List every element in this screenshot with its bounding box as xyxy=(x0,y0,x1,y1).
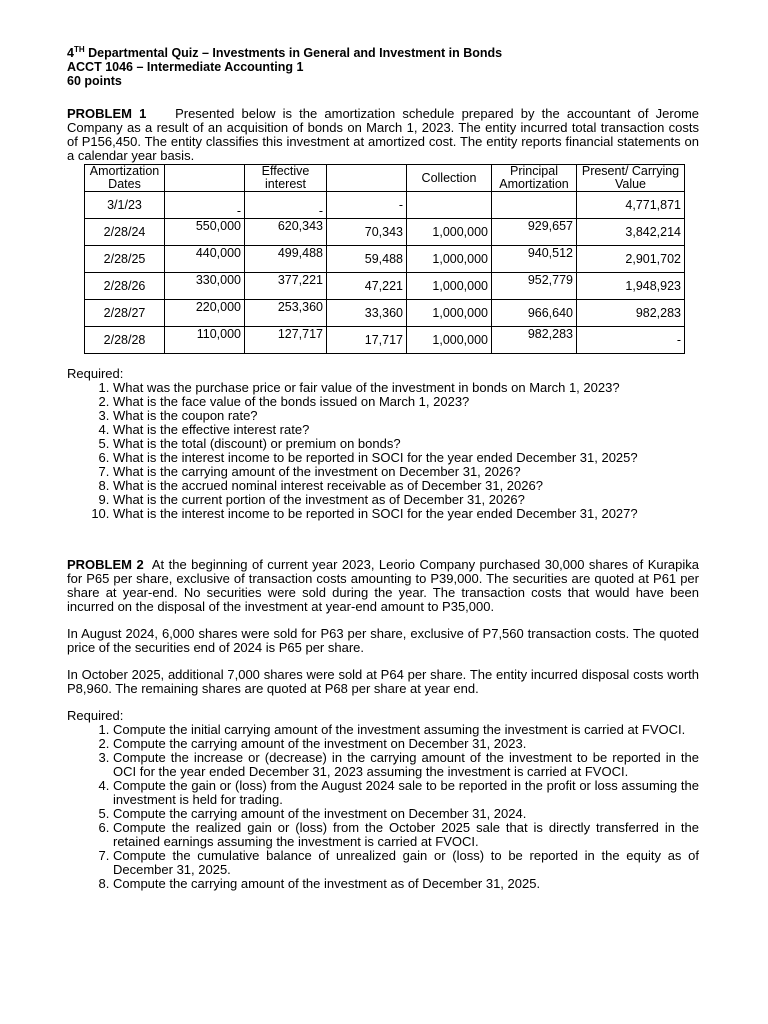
list-item: 5. Compute the carrying amount of the investment on December 31, 2024. xyxy=(113,807,699,821)
table-cell: 2/28/27 xyxy=(85,300,165,327)
table-header-cell: Effective interest xyxy=(245,165,327,192)
table-cell: 70,343 xyxy=(327,219,407,246)
table-cell: 952,779 xyxy=(492,273,577,300)
table-header-row xyxy=(85,165,685,192)
list-item: 2. What is the face value of the bonds issued on March 1, 2023? xyxy=(113,395,699,409)
table-cell: - xyxy=(245,192,327,219)
table-cell: 620,343 xyxy=(245,219,327,246)
table-cell: 47,221 xyxy=(327,273,407,300)
list-item: 3. What is the coupon rate? xyxy=(113,409,699,423)
list-item: 7. Compute the cumulative balance of unrealized gain or (loss) to be reported in the equity as of December 31, 2025. xyxy=(113,849,699,877)
table-cell: 550,000 xyxy=(165,219,245,246)
problem2-august-text: In August 2024, 6,000 shares were sold for P63 per share, exclusive of P7,560 transaction costs. The quoted price of the securities end of 2024 is P65 per share. xyxy=(67,626,699,655)
table-row xyxy=(85,300,685,327)
table-cell: 377,221 xyxy=(245,273,327,300)
table-cell: - xyxy=(165,192,245,219)
list-item: 1. Compute the initial carrying amount of the investment assuming the investment is carried at FVOCI. xyxy=(113,723,699,737)
table-cell: - xyxy=(577,327,685,354)
table-header-cell xyxy=(327,165,407,192)
table-cell xyxy=(492,192,577,219)
table-cell: 499,488 xyxy=(245,246,327,273)
problem1-required-label: Required: xyxy=(67,366,124,381)
table-header-cell: Present/ Carrying Value xyxy=(577,165,685,192)
table-cell: 2/28/26 xyxy=(85,273,165,300)
list-item: 9. What is the current portion of the investment as of December 31, 2026? xyxy=(113,493,699,507)
table-cell: 2,901,702 xyxy=(577,246,685,273)
table-row xyxy=(85,246,685,273)
table-cell: - xyxy=(327,192,407,219)
table-cell: 1,948,923 xyxy=(577,273,685,300)
document-header xyxy=(67,46,768,88)
list-item: 1. What was the purchase price or fair value of the investment in bonds on March 1, 2023? xyxy=(113,381,699,395)
table-cell: 4,771,871 xyxy=(577,192,685,219)
table-cell: 59,488 xyxy=(327,246,407,273)
table-row xyxy=(85,327,685,354)
table-header-cell: Collection xyxy=(407,165,492,192)
table-cell: 1,000,000 xyxy=(407,219,492,246)
table-cell: 17,717 xyxy=(327,327,407,354)
table-cell: 440,000 xyxy=(165,246,245,273)
list-item: 2. Compute the carrying amount of the investment on December 31, 2023. xyxy=(113,737,699,751)
list-item: 10. What is the interest income to be reported in SOCI for the year ended December 31, 2027? xyxy=(113,507,699,521)
problem2-required-list xyxy=(67,723,699,891)
table-row xyxy=(85,192,685,219)
table-cell: 982,283 xyxy=(577,300,685,327)
list-item: 8. What is the accrued nominal interest receivable as of December 31, 2026? xyxy=(113,479,699,493)
table-cell: 330,000 xyxy=(165,273,245,300)
table-cell xyxy=(407,192,492,219)
table-cell: 3/1/23 xyxy=(85,192,165,219)
points-label: 60 points xyxy=(67,74,122,88)
list-item: 5. What is the total (discount) or premium on bonds? xyxy=(113,437,699,451)
table-cell: 33,360 xyxy=(327,300,407,327)
table-header-cell xyxy=(165,165,245,192)
problem1-text: PROBLEM 1 Presented below is the amortization schedule prepared by the accountant of Jerome Company as a result of an acquisition of bonds on March 1, 2023. The entity incurred total transaction costs of P156,450. The entity classifies this investment at amortized cost. The entity reports financial statements on a calendar year basis. xyxy=(67,106,700,163)
table-cell: 982,283 xyxy=(492,327,577,354)
list-item: 7. What is the carrying amount of the investment on December 31, 2026? xyxy=(113,465,699,479)
list-item: 6. What is the interest income to be reported in SOCI for the year ended December 31, 2025? xyxy=(113,451,699,465)
list-item: 6. Compute the realized gain or (loss) from the October 2025 sale that is directly transferred in the retained earnings assuming the investment is carried at FVOCI. xyxy=(113,821,699,849)
quiz-title: 4TH Departmental Quiz – Investments in General and Investment in Bonds xyxy=(67,45,503,60)
table-cell: 110,000 xyxy=(165,327,245,354)
table-row xyxy=(85,219,685,246)
list-item: 3. Compute the increase or (decrease) in the carrying amount of the investment to be reported in the OCI for the year ended December 31, 2023 assuming the investment is carried at FVOCI. xyxy=(113,751,699,779)
table-cell: 1,000,000 xyxy=(407,300,492,327)
table-cell: 2/28/25 xyxy=(85,246,165,273)
problem2-text: PROBLEM 2 At the beginning of current year 2023, Leorio Company purchased 30,000 shares of Kurapika for P65 per share, exclusive of transaction costs amounting to P39,000. The securities are quoted at P61 per share at year-end. No securities were sold during the year. The transaction costs that would have been incurred on the disposal of the investment at year-end amount to P35,000. xyxy=(67,557,699,614)
list-item: 8. Compute the carrying amount of the investment as of December 31, 2025. xyxy=(113,877,699,891)
table-cell: 253,360 xyxy=(245,300,327,327)
table-cell: 966,640 xyxy=(492,300,577,327)
table-row xyxy=(85,273,685,300)
table-header-cell: Principal Amortization xyxy=(492,165,577,192)
table-cell: 1,000,000 xyxy=(407,327,492,354)
table-cell: 3,842,214 xyxy=(577,219,685,246)
table-cell: 2/28/28 xyxy=(85,327,165,354)
problem2-october-text: In October 2025, additional 7,000 shares were sold at P64 per share. The entity incurred disposal costs worth P8,960. The remaining shares are quoted at P68 per share at year end. xyxy=(67,667,699,696)
problem2-required-label: Required: xyxy=(67,708,124,723)
table-cell: 2/28/24 xyxy=(85,219,165,246)
list-item: 4. What is the effective interest rate? xyxy=(113,423,699,437)
problem1-required-list xyxy=(67,381,699,521)
table-cell: 220,000 xyxy=(165,300,245,327)
amortization-schedule-table xyxy=(84,164,685,354)
table-cell: 1,000,000 xyxy=(407,273,492,300)
table-cell: 127,717 xyxy=(245,327,327,354)
table-cell: 940,512 xyxy=(492,246,577,273)
list-item: 4. Compute the gain or (loss) from the August 2024 sale to be reported in the profit or loss assuming the investment is held for trading. xyxy=(113,779,699,807)
course-title: ACCT 1046 – Intermediate Accounting 1 xyxy=(67,60,304,74)
table-cell: 929,657 xyxy=(492,219,577,246)
table-cell: 1,000,000 xyxy=(407,246,492,273)
table-header-cell: Amortization Dates xyxy=(85,165,165,192)
